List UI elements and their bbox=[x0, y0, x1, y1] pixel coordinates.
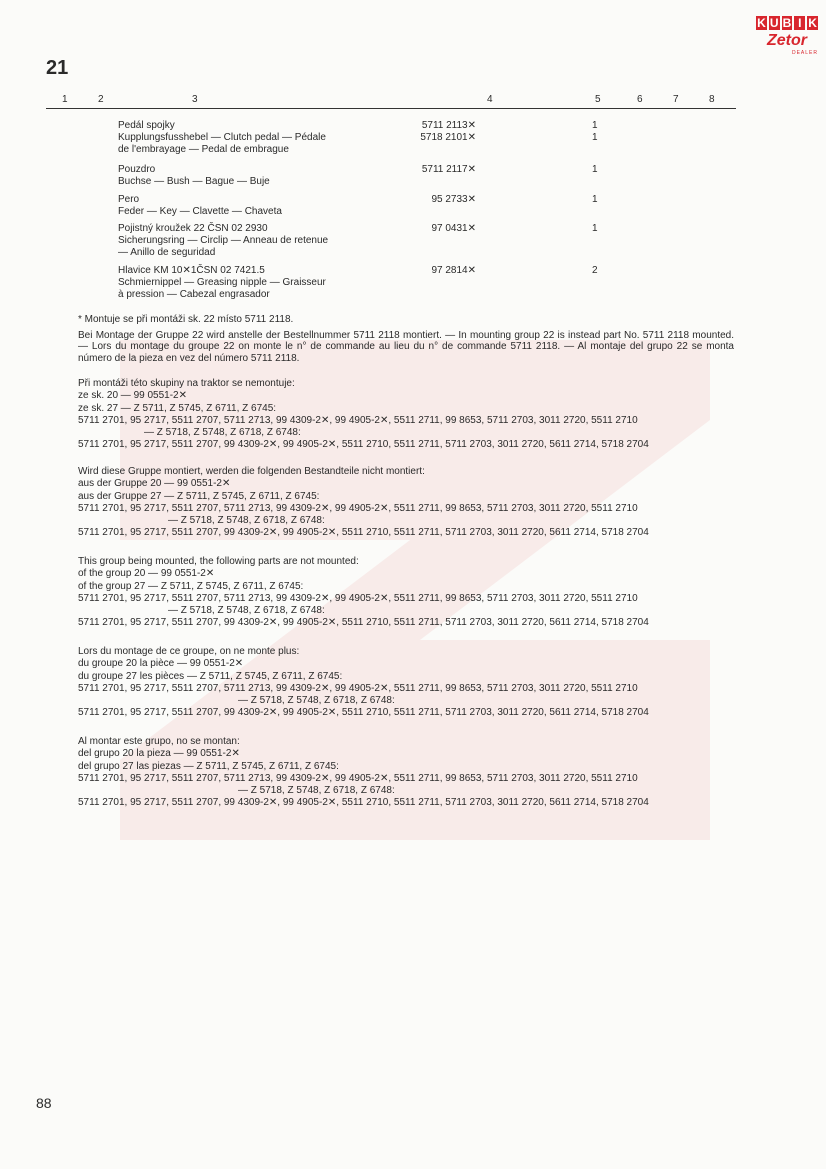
part-name: Pojistný kroužek 22 ČSN 02 2930 Sicherungsring — Circlip — Anneau de retenue — Anillo de seguridad bbox=[118, 223, 329, 258]
col-header-8: 8 bbox=[709, 94, 715, 105]
kubik-wordmark: K U B I K bbox=[757, 16, 817, 30]
part-name: Pedál spojky Kupplungsfusshebel — Clutch pedal — Pédale de l'embrayage — Pedal de embrague bbox=[118, 120, 326, 155]
col-header-1: 1 bbox=[62, 94, 68, 105]
part-quantity: 1 bbox=[592, 164, 598, 175]
not-mounted-block-fr: Lors du montage de ce groupe, on ne monte plus: du groupe 20 la pièce — 99 0551-2✕ du groupe 27 les pièces — Z 5711, Z 5745, Z 6711, Z 6745: 5711 2701, 95 2717, 5511 2707, 5711 2713, 99 4309-2✕, 99 4905-2✕, 5511 2711, 99 8653, 5711 2703, 3011 2720, 5511 2710 — Z 5718, Z 5748, Z 6718, Z 6748: 5711 2701, 95 2717, 5511 2707, 99 4309-2✕, 99 4905-2✕, 5511 2710, 5511 2711, 5711 2703, 3011 2720, 5611 2714, 5718 2704 bbox=[78, 646, 649, 719]
header-rule bbox=[46, 108, 736, 109]
not-mounted-block-es: Al montar este grupo, no se montan: del grupo 20 la pieza — 99 0551-2✕ del grupo 27 las piezas — Z 5711, Z 5745, Z 6711, Z 6745: 5711 2701, 95 2717, 5511 2707, 5711 2713, 99 4309-2✕, 99 4905-2✕, 5511 2711, 99 8653, 5711 2703, 3011 2720, 5511 2710 — Z 5718, Z 5748, Z 6718, Z 6748: 5711 2701, 95 2717, 5511 2707, 99 4309-2✕, 99 4905-2✕, 5511 2710, 5511 2711, 5711 2703, 3011 2720, 5611 2714, 5718 2704 bbox=[78, 736, 649, 809]
col-header-3: 3 bbox=[192, 94, 198, 105]
kubik-zetor-logo bbox=[756, 16, 818, 56]
zetor-wordmark: Zetor bbox=[767, 32, 807, 49]
dealer-tag: DEALER bbox=[791, 50, 818, 56]
col-header-5: 5 bbox=[595, 94, 601, 105]
not-mounted-block-en: This group being mounted, the following parts are not mounted: of the group 20 — 99 0551-2✕ of the group 27 — Z 5711, Z 5745, Z 6711, Z 6745: 5711 2701, 95 2717, 5511 2707, 5711 2713, 99 4309-2✕, 99 4905-2✕, 5511 2711, 99 8653, 5711 2703, 3011 2720, 5511 2710 — Z 5718, Z 5748, Z 6718, Z 6748: 5711 2701, 95 2717, 5511 2707, 99 4309-2✕, 99 4905-2✕, 5511 2710, 5511 2711, 5711 2703, 3011 2720, 5611 2714, 5718 2704 bbox=[78, 556, 649, 629]
col-header-7: 7 bbox=[673, 94, 679, 105]
part-number: 95 2733✕ bbox=[431, 194, 476, 205]
part-quantity: 1 bbox=[592, 223, 598, 234]
part-quantity: 1 bbox=[592, 194, 598, 205]
col-header-6: 6 bbox=[637, 94, 643, 105]
part-quantity: 1 1 bbox=[592, 120, 598, 143]
part-number: 97 0431✕ bbox=[431, 223, 476, 234]
footnote: * Montuje se při montáži sk. 22 místo 5711 2118. Bei Montage der Gruppe 22 wird anstelle der Bestellnummer 5711 2118 montiert. — In mounting group 22 is instead part No. 5711 2118 mounted. — Lors du montage du groupe 22 on monte le n° de commande au lieu du n° de commande 5711 2118. — Al montaje del grupo 22 se monta número de la pieza en vez del número 5711 2118. bbox=[78, 314, 734, 364]
part-name: Hlavice KM 10✕1ČSN 02 7421.5 Schmiernippel — Greasing nipple — Graisseur à pression — Cabezal engrasador bbox=[118, 265, 326, 300]
page-number: 88 bbox=[36, 1095, 52, 1111]
part-name: Pero Feder — Key — Clavette — Chaveta bbox=[118, 194, 282, 217]
part-name: Pouzdro Buchse — Bush — Bague — Buje bbox=[118, 164, 270, 187]
part-number: 97 2814✕ bbox=[431, 265, 476, 276]
not-mounted-block-de: Wird diese Gruppe montiert, werden die folgenden Bestandteile nicht montiert: aus der Gruppe 20 — 99 0551-2✕ aus der Gruppe 27 — Z 5711, Z 5745, Z 6711, Z 6745: 5711 2701, 95 2717, 5511 2707, 5711 2713, 99 4309-2✕, 99 4905-2✕, 5511 2711, 99 8653, 5711 2703, 3011 2720, 5511 2710 — Z 5718, Z 5748, Z 6718, Z 6748: 5711 2701, 95 2717, 5511 2707, 99 4309-2✕, 99 4905-2✕, 5511 2710, 5511 2711, 5711 2703, 3011 2720, 5611 2714, 5718 2704 bbox=[78, 466, 649, 539]
not-mounted-block-cs: Při montáži této skupiny na traktor se nemontuje: ze sk. 20 — 99 0551-2✕ ze sk. 27 — Z 5711, Z 5745, Z 6711, Z 6745: 5711 2701, 95 2717, 5511 2707, 5711 2713, 99 4309-2✕, 99 4905-2✕, 5511 2711, 99 8653, 5711 2703, 3011 2720, 5511 2710 — Z 5718, Z 5748, Z 6718, Z 6748: 5711 2701, 95 2717, 5511 2707, 99 4309-2✕, 99 4905-2✕, 5511 2710, 5511 2711, 5711 2703, 3011 2720, 5611 2714, 5718 2704 bbox=[78, 378, 649, 451]
col-header-2: 2 bbox=[98, 94, 104, 105]
part-quantity: 2 bbox=[592, 265, 598, 276]
part-number: 5711 2117✕ bbox=[421, 164, 476, 175]
part-number: 5711 2113✕ 5718 2101✕ bbox=[420, 120, 476, 143]
col-header-4: 4 bbox=[487, 94, 493, 105]
section-number: 21 bbox=[46, 57, 69, 79]
